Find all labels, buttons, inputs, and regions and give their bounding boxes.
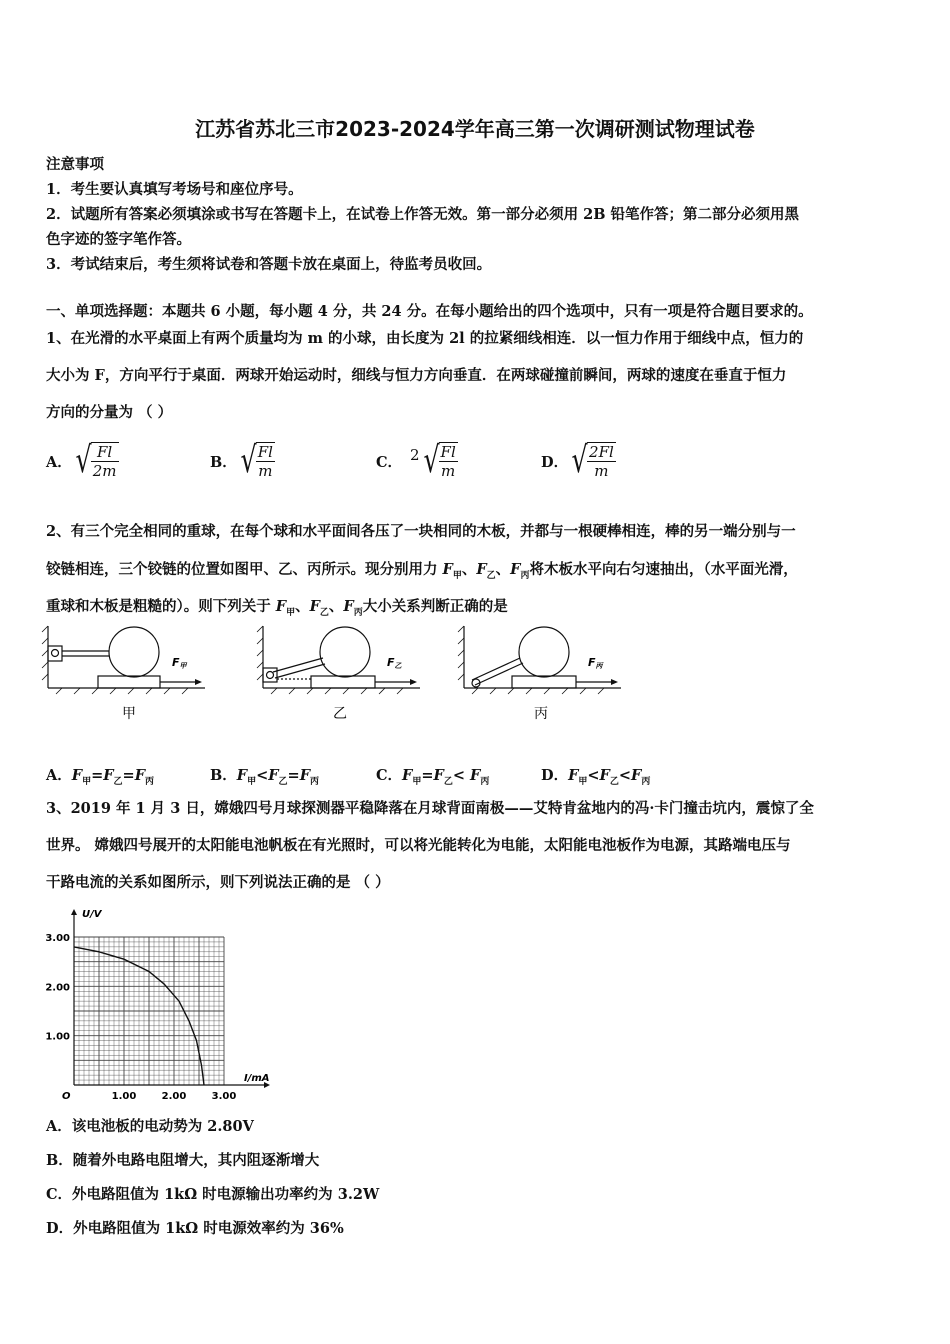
chart-axes	[62, 909, 270, 1102]
q1-stem: 方向的分量为 （ ）	[46, 404, 173, 421]
y-tick-label: 1.00	[45, 1031, 70, 1043]
origin-label: O	[62, 1091, 71, 1102]
figure-jia	[40, 622, 210, 727]
y-axis-arrow	[71, 909, 77, 915]
figure-label: 丙	[534, 706, 548, 722]
q1-stem: 1、在光滑的水平桌面上有两个质量均为 m 的小球，由长度为 2l 的拉紧细线相连．以一恒力作用于细线中点，恒力的	[46, 330, 804, 347]
y-tick-label: 3.00	[45, 933, 70, 944]
q2-option-d[interactable]: D．$F_甲<F_乙<F_丙$	[541, 767, 651, 787]
q2-option-a[interactable]: A．$F_甲=F_乙=F_丙$	[46, 767, 155, 787]
q1-option-b[interactable]: B． √ $\frac{Fl}{m}$	[210, 440, 273, 481]
notice-item: 1．考生要认真填写考场号和座位序号。	[46, 181, 303, 198]
q1-stem: 大小为 F，方向平行于桌面．两球开始运动时，细线与恒力方向垂直．在两球碰撞前瞬间，两球的速度在垂直于恒力	[46, 367, 787, 384]
figure-bing	[456, 622, 626, 727]
x-axis-label: I/mA	[244, 1073, 270, 1084]
sqrt-expression: √ $\frac{Fl}{m}$	[423, 440, 456, 481]
page-title: 江苏省苏北三市2023-2024学年高三第一次调研测试物理试卷	[195, 117, 755, 141]
q2-stem: 2、有三个完全相同的重球，在每个球和水平面间各压了一块相同的木板，并都与一根硬棒相连，棒的另一端分别与一	[46, 523, 796, 540]
x-tick-label: 3.00	[211, 1091, 237, 1102]
q1-option-d[interactable]: D． √ $\frac{2Fl}{m}$	[541, 440, 614, 481]
q2-stem: 重球和木板是粗糙的）。则下列关于 $F_甲$、$F_乙$、$F_丙$大小关系判断正确的是	[46, 598, 508, 618]
force-label: F丙	[588, 656, 603, 670]
notice-heading: 注意事项	[46, 156, 104, 173]
q2-option-b[interactable]: B．$F_甲<F_乙=F_丙$	[210, 767, 320, 787]
sqrt-expression: √ $\frac{2Fl}{m}$	[571, 440, 614, 481]
figure-yi	[255, 622, 425, 727]
y-tick-label: 2.00	[45, 982, 70, 994]
ui-chart	[40, 905, 270, 1105]
y-axis-label: U/V	[82, 909, 102, 920]
q2-option-c[interactable]: C．$F_甲=F_乙< F_丙$	[376, 767, 490, 787]
q3-option-c[interactable]: C．外电路阻值为 1kΩ 时电源输出功率约为 3.2W	[46, 1186, 380, 1203]
force-label: F乙	[387, 656, 402, 670]
x-tick-label: 1.00	[111, 1091, 137, 1102]
q2-stem: 铰链相连，三个铰链的位置如图甲、乙、丙所示。现分别用力 $F_甲$、$F_乙$、$F_丙$将木板水平向右匀速抽出，（水平面光滑，	[46, 561, 798, 581]
figure-label: 乙	[333, 706, 347, 722]
notice-item: 3．考试结束后，考生须将试卷和答题卡放在桌面上，待监考员收回。	[46, 256, 492, 273]
force-label: F甲	[172, 656, 187, 670]
notice-item: 色字迹的签字笔作答。	[46, 231, 191, 248]
section-heading: 一、单项选择题：本题共 6 小题，每小题 4 分，共 24 分。在每小题给出的四个选项中，只有一项是符合题目要求的。	[46, 303, 813, 320]
figure-label: 甲	[122, 706, 136, 722]
q3-stem: 3、2019 年 1 月 3 日，嫦娥四号月球探测器平稳降落在月球背面南极——艾特肯盆地内的冯·卡门撞击坑内，震惊了全	[46, 800, 814, 817]
q3-option-d[interactable]: D．外电路阻值为 1kΩ 时电源效率约为 36%	[46, 1220, 344, 1237]
q3-option-b[interactable]: B．随着外电路电阻增大，其内阻逐渐增大	[46, 1152, 320, 1169]
sqrt-expression: √ $\frac{Fl}{m}$	[240, 440, 273, 481]
notice-item: 2．试题所有答案必须填涂或书写在答题卡上，在试卷上作答无效。第一部分必须用 2B 铅笔作答；第二部分必须用黑	[46, 206, 800, 223]
q1-option-a[interactable]: A． √ $\frac{Fl}{2m}$	[46, 440, 117, 481]
q3-option-a[interactable]: A．该电池板的电动势为 2.80V	[46, 1118, 254, 1135]
q1-option-c[interactable]: C． 2 √ $\frac{Fl}{m}$	[376, 440, 456, 481]
q3-stem: 世界。 嫦娥四号展开的太阳能电池帆板在有光照时，可以将光能转化为电能，太阳能电池板作为电源，其路端电压与	[46, 837, 791, 854]
q3-stem: 干路电流的关系如图所示，则下列说法正确的是 （ ）	[46, 874, 390, 891]
sqrt-expression: √ $\frac{Fl}{2m}$	[75, 440, 117, 481]
x-tick-label: 2.00	[161, 1091, 187, 1102]
